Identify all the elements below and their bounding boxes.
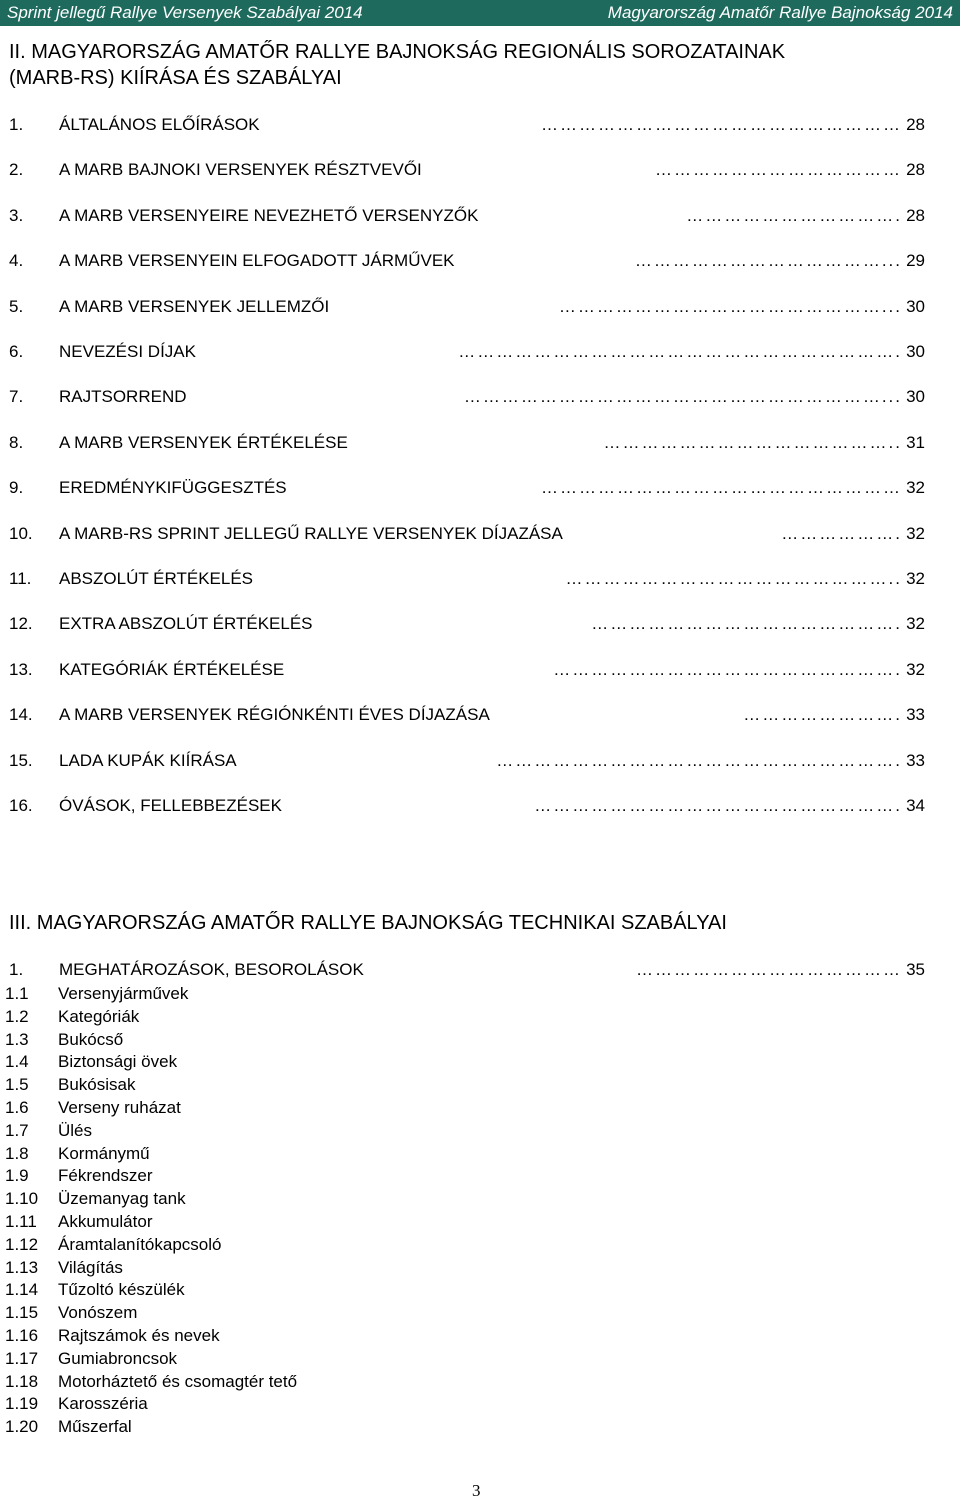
subsection-number: 1.14 xyxy=(5,1280,39,1300)
subsection-title: Verseny ruházat xyxy=(58,1098,181,1117)
subsection-number: 1.1 xyxy=(5,984,29,1003)
subsection-title: Biztonsági övek xyxy=(58,1052,178,1072)
toc-row[interactable] xyxy=(9,521,925,547)
toc-page-number: 33 xyxy=(906,750,925,770)
toc-row[interactable] xyxy=(9,611,925,637)
page-header xyxy=(0,0,960,26)
header-right-text: Magyarország Amatőr Rallye Bajnokság 2014 xyxy=(607,3,953,22)
toc-page-number: 33 xyxy=(906,705,925,725)
toc-title: LADA KUPÁK KIÍRÁSA xyxy=(59,750,237,770)
subsection-number: 1.11 xyxy=(5,1212,37,1231)
toc-row[interactable] xyxy=(9,294,925,320)
subsection-number: 1.9 xyxy=(5,1166,29,1186)
toc-title: EREDMÉNYKIFÜGGESZTÉS xyxy=(59,478,287,498)
toc-leader: ……………………………………………………………. xyxy=(458,342,902,361)
toc-row[interactable] xyxy=(9,657,925,683)
toc-number: 4. xyxy=(9,251,24,271)
subsection-number: 1.16 xyxy=(5,1326,39,1345)
toc-number: 1. xyxy=(9,115,24,134)
toc-title: RAJTSORREND xyxy=(59,387,187,407)
subsection-number: 1.7 xyxy=(5,1120,29,1140)
subsection-number: 1.8 xyxy=(5,1143,29,1163)
toc-page-number: 30 xyxy=(906,342,925,361)
subsection-title: Motorháztető és csomagtér tető xyxy=(58,1371,298,1391)
toc-title: A MARB VERSENYEK RÉGIÓNKÉNTI ÉVES DÍJAZÁSA xyxy=(59,705,490,725)
toc-page-number: 32 xyxy=(906,478,925,498)
toc-title: ÁLTALÁNOS ELŐÍRÁSOK xyxy=(59,115,260,134)
subsection-number: 1.18 xyxy=(5,1371,39,1391)
toc-page-number: 35 xyxy=(906,960,925,979)
toc-leader: ………………………………………………………. xyxy=(496,750,902,770)
toc-row[interactable] xyxy=(9,430,925,456)
toc-leader: ………………………………………………. xyxy=(553,659,902,679)
toc-page-number: 34 xyxy=(906,796,925,815)
subsection-title: Tűzoltó készülék xyxy=(58,1280,185,1300)
toc-row[interactable] xyxy=(9,748,925,774)
subsection-number: 1.20 xyxy=(5,1417,39,1437)
subsection-title: Akkumulátor xyxy=(58,1212,153,1231)
toc-number: 10. xyxy=(9,523,33,543)
toc-number: 6. xyxy=(9,342,24,361)
toc-page-number: 30 xyxy=(906,387,925,407)
toc-number: 9. xyxy=(9,478,24,498)
toc-leader: ……………………. xyxy=(743,705,902,725)
toc-page-number: 31 xyxy=(906,432,925,452)
toc-title: ÓVÁSOK, FELLEBBEZÉSEK xyxy=(59,796,282,815)
subsection-title: Vonószem xyxy=(58,1303,138,1323)
toc-title: ABSZOLÚT ÉRTÉKELÉS xyxy=(59,569,253,588)
subsection-title: Műszerfal xyxy=(58,1417,132,1437)
toc-row[interactable] xyxy=(9,157,925,183)
subsection-title: Áramtalanítókapcsoló xyxy=(58,1234,222,1254)
toc-row[interactable] xyxy=(9,203,925,229)
subsection-title: Kategóriák xyxy=(58,1006,140,1026)
toc-page-number: 32 xyxy=(906,659,925,679)
toc-title: A MARB VERSENYEK JELLEMZŐI xyxy=(59,296,330,316)
toc-number: 8. xyxy=(9,432,24,452)
section-3-title: III. MAGYARORSZÁG AMATŐR RALLYE BAJNOKSÁG TECHNIKAI SZABÁLYAI xyxy=(9,912,727,934)
toc-title: A MARB VERSENYEK ÉRTÉKELÉSE xyxy=(59,432,348,452)
subsection-title: Bukócső xyxy=(58,1029,124,1049)
subsection-title: Kormánymű xyxy=(58,1143,150,1163)
toc-page-number: 29 xyxy=(906,251,925,271)
toc-number: 15. xyxy=(9,750,33,770)
subsection-title: Karosszéria xyxy=(58,1394,148,1414)
toc-row[interactable] xyxy=(9,248,925,274)
toc-number: 7. xyxy=(9,387,24,407)
subsection-title: Bukósisak xyxy=(58,1075,136,1095)
subsection-title: Versenyjárművek xyxy=(58,984,189,1003)
toc-leader: ………………. xyxy=(781,523,902,543)
toc-title: A MARB-RS SPRINT JELLEGŰ RALLYE VERSENYEK DÍJAZÁSA xyxy=(59,523,563,543)
toc-row[interactable] xyxy=(9,793,925,819)
subsection-title: Ülés xyxy=(58,1120,93,1140)
toc-leader: ……………………………………………... xyxy=(558,296,902,316)
toc-leader: …………………………………………………………... xyxy=(463,387,902,407)
header-left-text: Sprint jellegű Rallye Versenyek Szabályai 2014 xyxy=(7,3,363,22)
toc-leader: ………………………………………………… xyxy=(541,115,902,134)
subsection-title: Rajtszámok és nevek xyxy=(58,1326,220,1345)
toc-number: 2. xyxy=(9,160,24,180)
toc-title: MEGHATÁROZÁSOK, BESOROLÁSOK xyxy=(59,960,364,979)
toc-number: 1. xyxy=(9,960,24,979)
subsection-title: Üzemanyag tank xyxy=(58,1189,186,1209)
toc-title: EXTRA ABSZOLÚT ÉRTÉKELÉS xyxy=(59,614,313,634)
subsection-title: Világítás xyxy=(58,1257,123,1277)
toc-page-number: 32 xyxy=(906,523,925,543)
toc-leader: …………………………………... xyxy=(634,251,902,271)
toc-page-number: 28 xyxy=(906,115,925,134)
toc-leader: …………………………………… xyxy=(636,960,902,979)
subsection-number: 1.13 xyxy=(5,1257,39,1277)
toc-title: NEVEZÉSI DÍJAK xyxy=(59,342,196,361)
subsection-number: 1.17 xyxy=(5,1348,39,1368)
subsection-number: 1.19 xyxy=(5,1394,39,1414)
toc-page-number: 32 xyxy=(906,614,925,634)
subsection-number: 1.6 xyxy=(5,1098,29,1117)
toc-number: 11. xyxy=(9,569,32,588)
toc-row[interactable] xyxy=(9,112,925,138)
subsection-number: 1.12 xyxy=(5,1234,39,1254)
toc-row[interactable] xyxy=(9,339,925,365)
toc-number: 3. xyxy=(9,205,24,225)
toc-title: KATEGÓRIÁK ÉRTÉKELÉSE xyxy=(59,659,285,679)
subsection-title: Gumiabroncsok xyxy=(58,1348,178,1368)
toc-title: A MARB VERSENYEIN ELFOGADOTT JÁRMŰVEK xyxy=(59,251,455,271)
subsection-number: 1.15 xyxy=(5,1303,39,1323)
subsection-title: Fékrendszer xyxy=(58,1166,153,1186)
subsection-number: 1.3 xyxy=(5,1029,29,1049)
toc-row[interactable] xyxy=(9,702,925,728)
subsection-number: 1.10 xyxy=(5,1189,39,1209)
toc-row[interactable] xyxy=(9,384,925,410)
subsection-number: 1.5 xyxy=(5,1075,29,1095)
toc-leader: ………………………………… xyxy=(655,160,902,180)
subsection-number: 1.4 xyxy=(5,1052,29,1072)
subsection-number: 1.2 xyxy=(5,1006,29,1026)
toc-number: 12. xyxy=(9,614,33,634)
toc-leader: …………………………………………. xyxy=(591,614,902,634)
toc-leader: …………………………………………….. xyxy=(565,569,902,588)
toc-number: 13. xyxy=(9,659,33,679)
toc-leader: ………………………………………………… xyxy=(541,478,902,498)
toc-leader: …………………………………………………. xyxy=(534,796,902,815)
toc-row[interactable] xyxy=(9,475,925,501)
section-2-title-line-1: II. MAGYARORSZÁG AMATŐR RALLYE BAJNOKSÁG REGIONÁLIS SOROZATAINAK xyxy=(9,41,786,63)
toc-row[interactable] xyxy=(9,566,925,592)
toc-number: 5. xyxy=(9,296,24,316)
toc-row[interactable] xyxy=(9,957,925,983)
toc-leader: ……………………………. xyxy=(686,205,902,225)
toc-page-number: 28 xyxy=(906,205,925,225)
toc-page-number: 30 xyxy=(906,296,925,316)
toc-page-number: 28 xyxy=(906,160,925,180)
section-2-title-line-2: (MARB-RS) KIÍRÁSA ÉS SZABÁLYAI xyxy=(9,67,342,89)
toc-page-number: 32 xyxy=(906,569,925,588)
toc-number: 14. xyxy=(9,705,33,725)
toc-title: A MARB BAJNOKI VERSENYEK RÉSZTVEVŐI xyxy=(59,160,422,180)
toc-number: 16. xyxy=(9,796,33,815)
toc-title: A MARB VERSENYEIRE NEVEZHETŐ VERSENYZŐK xyxy=(59,205,479,225)
toc-leader: ……………………………………….. xyxy=(603,432,902,452)
page-number: 3 xyxy=(472,1481,481,1500)
